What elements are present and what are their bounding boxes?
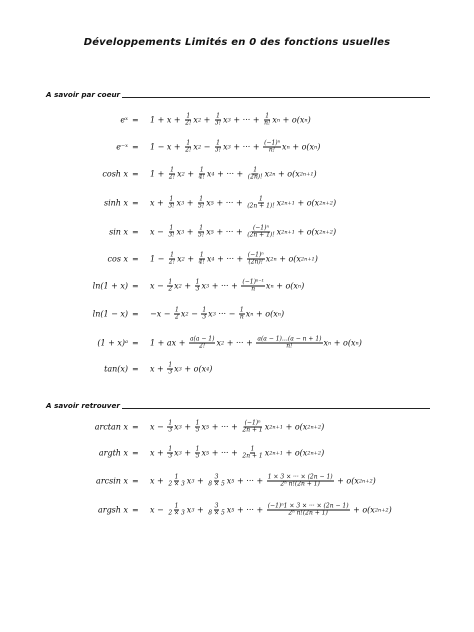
math-term: +	[184, 227, 197, 237]
math-term: + o(x	[289, 142, 315, 152]
formula-rhs: 1 − $\frac{1}{2!}$ x 2 + $\frac{1}{4!}$ x 4 + ··· + $\frac{\text{(−1)ⁿ}}{(2n)!}$ x 2n + o(x 2n+1 )	[150, 251, 318, 266]
fraction-denominator: n	[251, 285, 256, 293]
math-term: x	[264, 448, 270, 458]
math-term: x	[223, 142, 228, 152]
fraction-numerator: (−1)ⁿ1 × 3 × ··· × (2n − 1)	[267, 502, 349, 510]
fraction-denominator: 8 × 5	[208, 480, 225, 488]
fraction-numerator: 1	[169, 195, 174, 203]
math-term: x −	[150, 227, 167, 237]
math-term: )	[332, 198, 337, 208]
fraction-denominator: 3	[168, 452, 173, 460]
formula-lhs: (1 + x)ᵃ	[97, 338, 128, 348]
formula-row-exp	[0, 110, 474, 130]
math-term: )	[307, 115, 311, 125]
fraction-numerator: 1	[199, 195, 204, 203]
fraction	[195, 280, 201, 293]
section-label: A savoir par coeur	[46, 90, 121, 99]
math-term: + ··· +	[224, 338, 256, 348]
fraction-denominator: 2!	[199, 342, 206, 350]
math-term: +	[201, 115, 213, 125]
fraction-numerator: 1	[168, 419, 173, 427]
fraction-denominator: (2n)!	[247, 173, 263, 181]
fraction	[197, 226, 205, 239]
math-term: + ··· +	[213, 227, 246, 237]
fraction	[214, 141, 222, 154]
fraction-denominator: 3!	[168, 231, 175, 239]
fraction-denominator: 2!	[168, 173, 176, 181]
math-term: )	[332, 227, 337, 237]
math-term: x	[276, 227, 282, 237]
fraction-numerator: 1	[168, 445, 173, 453]
fraction	[167, 363, 173, 376]
math-term: +	[184, 254, 197, 264]
formula-rhs: x − $\frac{1}{2}$ x 2 + $\frac{1}{3}$ x 3 + ··· + $\frac{\text{(−1)ⁿ⁻¹}}{n}$ x n + o(x n )	[150, 278, 305, 293]
equals-sign: =	[132, 309, 139, 319]
math-term: +	[194, 476, 207, 486]
formula-rhs: x − $\frac{1}{2 \times 3}$ x 3 + $\frac{3}{8 \times 5}$ x 5 + ··· + $\frac{\text{(−1)ⁿ1 × 3 × ··· × (2n − 1)}}{\text{2ⁿ n!(2n + 1)}}$ + o(x 2n+2 )	[150, 502, 392, 517]
math-term: x	[177, 169, 182, 179]
math-term: )	[321, 448, 325, 458]
math-term: + ··· +	[214, 254, 246, 264]
fraction-numerator: 1	[250, 445, 255, 453]
fraction-numerator: 1	[202, 306, 207, 314]
fraction	[189, 337, 216, 350]
fraction	[207, 475, 225, 488]
fraction	[263, 114, 271, 127]
formula-row-cos	[0, 249, 474, 269]
section-header-retrouver	[46, 401, 430, 415]
formula-lhs: argth x	[98, 448, 128, 458]
fraction-numerator: 1	[174, 502, 179, 510]
fraction-numerator: 1	[216, 112, 220, 120]
math-term: 1 + ax +	[150, 338, 188, 348]
fraction-numerator: 1 × 3 × ··· × (2n − 1)	[267, 473, 333, 481]
fraction	[267, 475, 334, 488]
math-term: + o(x	[276, 254, 301, 264]
equals-sign: =	[132, 448, 139, 458]
math-term: 1 −	[150, 254, 167, 264]
math-term: x	[206, 169, 212, 179]
fraction-denominator: 2!	[185, 146, 192, 154]
math-term: +	[194, 505, 207, 515]
math-term: −	[201, 142, 213, 152]
fraction-denominator: 2!	[168, 258, 176, 266]
math-term: x	[245, 309, 251, 319]
math-term: )	[313, 169, 317, 179]
math-term: x	[206, 254, 212, 264]
math-term: x	[216, 338, 221, 348]
fraction-denominator: (2n + 1)!	[247, 231, 275, 239]
fraction-denominator: 2ⁿ n!(2n + 1)	[280, 480, 320, 488]
fraction-numerator: 3	[214, 473, 219, 481]
math-term: + o(x	[350, 505, 375, 515]
fraction	[247, 253, 265, 266]
equals-sign: =	[132, 227, 139, 237]
fraction	[246, 226, 275, 239]
formula-lhs: cos x	[107, 254, 128, 264]
formula-rhs: 1 + ax + $\frac{a(a - 1)}{2!}$ x 2 + ··· + $\frac{a(a - 1)\dots(a - n + 1)}{n!}$ x n + o(x n )	[150, 335, 362, 350]
formula-row-argsh	[0, 500, 474, 520]
fraction	[167, 421, 173, 434]
math-term: x +	[150, 476, 167, 486]
math-term: −x −	[150, 309, 174, 319]
math-term: )	[280, 309, 285, 319]
fraction-numerator: 1	[174, 473, 179, 481]
fraction-denominator: 3!	[214, 146, 222, 154]
fraction-numerator: 1	[199, 224, 204, 232]
equals-sign: =	[132, 476, 139, 486]
math-term: )	[314, 254, 318, 264]
math-term: 1 − x +	[150, 142, 184, 152]
formula-row-argth	[0, 443, 474, 463]
formula-rhs: x + $\frac{1}{3!}$ x 3 + $\frac{1}{5!}$ x 5 + ··· + $\frac{1}{(2n + 1)!}$ x 2n+1 + o(x 2n+2 )	[150, 195, 337, 210]
math-term: x	[226, 505, 232, 515]
formula-lhs: tan(x)	[104, 364, 128, 374]
math-term: x +	[150, 364, 167, 374]
fraction	[246, 197, 275, 210]
formula-row-ln-1-minus-x	[0, 304, 474, 324]
math-term: x	[174, 364, 179, 374]
fraction-numerator: 1	[168, 278, 173, 286]
math-term: x	[193, 115, 198, 125]
math-term: + ··· +	[234, 505, 266, 515]
formula-lhs: ln(1 + x)	[92, 281, 128, 291]
section-header-par-coeur	[46, 90, 430, 104]
math-term: 1 +	[150, 169, 167, 179]
fraction-numerator: (−1)ⁿ⁻¹	[242, 278, 264, 286]
formula-lhs: ln(1 − x)	[92, 309, 128, 319]
math-term: x	[174, 448, 179, 458]
fraction	[167, 280, 173, 293]
fraction-numerator: (−1)ⁿ	[244, 419, 261, 427]
formula-rhs: 1 + $\frac{1}{2!}$ x 2 + $\frac{1}{4!}$ x 4 + ··· + $\frac{1}{(2n)!}$ x 2n + o(x 2n+1 )	[150, 166, 317, 181]
fraction-denominator: 2ⁿ n!(2n + 1)	[288, 509, 328, 517]
formula-row-sin	[0, 222, 474, 242]
equals-sign: =	[132, 338, 139, 348]
math-term: + ··· +	[230, 115, 263, 125]
formula-lhs: arctan x	[94, 422, 128, 432]
equals-sign: =	[132, 422, 139, 432]
math-term: +	[181, 281, 194, 291]
fraction-denominator: 5	[195, 426, 200, 434]
fraction-numerator: 1	[195, 445, 200, 453]
fraction	[247, 168, 264, 181]
math-term: + ··· +	[209, 448, 241, 458]
math-term: + o(x	[280, 115, 305, 125]
fraction-denominator: 3	[168, 426, 173, 434]
fraction	[198, 168, 206, 181]
math-term: x	[323, 338, 329, 348]
fraction	[167, 504, 185, 517]
fraction	[184, 114, 192, 127]
math-term: + o(x	[294, 227, 320, 237]
formula-rhs: x + $\frac{1}{3}$ x 3 + o(x 4 )	[150, 361, 213, 376]
section-label: A savoir retrouver	[46, 401, 120, 410]
fraction-denominator: 5!	[198, 202, 205, 210]
math-term: )	[301, 281, 305, 291]
fraction-denominator: 2	[168, 285, 173, 293]
formula-rhs: x + $\frac{1}{3}$ x 3 + $\frac{1}{5}$ x 5 + ··· + $\frac{1}{2n + 1}$ x 2n+1 + o(x 2n+2 )	[150, 445, 325, 460]
fraction	[214, 114, 222, 127]
math-term: x	[174, 422, 179, 432]
fraction-numerator: 1	[239, 306, 244, 314]
formula-lhs: e⁻ˣ	[116, 142, 128, 152]
fraction-numerator: 1	[175, 306, 179, 314]
fraction-denominator: n!	[264, 119, 271, 127]
math-term: x	[265, 254, 271, 264]
fraction	[241, 421, 263, 434]
math-term: x	[208, 309, 213, 319]
math-term: x	[176, 198, 182, 208]
math-term: x	[186, 505, 192, 515]
math-term: x −	[150, 422, 167, 432]
fraction-denominator: 4!	[198, 258, 205, 266]
fraction-numerator: a(a − 1)	[189, 335, 215, 343]
formula-row-tan	[0, 359, 474, 379]
math-term: +	[181, 448, 194, 458]
equals-sign: =	[132, 281, 139, 291]
formula-rhs: x + $\frac{1}{2 \times 3}$ x 3 + $\frac{3}{8 \times 5}$ x 5 + ··· + $\frac{1 \times 3 \times \cdot\cdot\cdot \times (2n - 1)}{\text{2ⁿ n!(2n + 1)}}$ + o(x 2n+2 )	[150, 473, 376, 488]
formula-row-sinh	[0, 193, 474, 213]
math-term: x	[174, 281, 179, 291]
math-term: + ··· +	[209, 422, 241, 432]
math-term: + o(x	[283, 448, 308, 458]
formula-lhs: arcsin x	[96, 476, 128, 486]
math-term: + o(x	[275, 169, 300, 179]
math-term: )	[358, 338, 362, 348]
fraction-numerator: 1	[186, 139, 191, 147]
fraction-denominator: 2	[175, 313, 179, 321]
fraction	[168, 253, 176, 266]
fraction	[184, 141, 192, 154]
math-term: )	[317, 142, 321, 152]
fraction-denominator: 2n + 1	[242, 426, 263, 434]
formula-rhs: x − $\frac{1}{3!}$ x 3 + $\frac{1}{5!}$ x 5 + ··· + $\frac{\text{(−1)ⁿ}}{(2n + 1)!}$ x 2n+1 + o(x 2n+2 )	[150, 224, 337, 239]
formula-lhs: sin x	[109, 227, 128, 237]
formula-row-ln-1-plus-x	[0, 276, 474, 296]
math-term: )	[321, 422, 325, 432]
math-term: )	[372, 476, 376, 486]
fraction-numerator: (−1)ⁿ	[247, 251, 264, 259]
math-term: x −	[150, 281, 167, 291]
math-term: x	[201, 281, 206, 291]
fraction-denominator: n	[239, 313, 244, 321]
fraction-numerator: (−1)ⁿ	[264, 139, 281, 147]
fraction-denominator: (2n)!	[248, 258, 264, 266]
fraction-numerator: 1	[169, 224, 174, 232]
fraction	[167, 197, 175, 210]
math-term: + o(x	[334, 476, 359, 486]
math-term: x +	[150, 198, 167, 208]
math-term: x	[201, 422, 206, 432]
equals-sign: =	[132, 364, 139, 374]
math-term: + ··· +	[209, 281, 241, 291]
formula-rhs: 1 + x + $\frac{1}{2!}$ x 2 + $\frac{1}{3!}$ x 3 + ··· + $\frac{1}{n!}$ x n + o(x n )	[150, 112, 311, 127]
fraction-denominator: 3!	[214, 119, 222, 127]
math-term: + ··· +	[213, 198, 246, 208]
math-term: ··· −	[215, 309, 238, 319]
math-term: + o(x	[294, 198, 320, 208]
fraction-denominator: (2n + 1)!	[247, 202, 275, 210]
fraction-numerator: 1	[216, 139, 220, 147]
equals-sign: =	[132, 115, 139, 125]
fraction	[168, 168, 176, 181]
formula-rhs: x − $\frac{1}{3}$ x 3 + $\frac{1}{5}$ x 5 + ··· + $\frac{\text{(−1)ⁿ}}{2n + 1}$ x 2n+1 + o(x 2n+2 )	[150, 419, 325, 434]
fraction-numerator: 1	[199, 166, 204, 174]
fraction-numerator: 1	[265, 112, 270, 120]
math-term: +	[184, 198, 197, 208]
math-term: + ··· +	[230, 142, 263, 152]
math-term: x	[201, 448, 206, 458]
equals-sign: =	[132, 254, 139, 264]
fraction	[174, 308, 180, 321]
fraction	[198, 253, 206, 266]
math-term: + o(x	[331, 338, 356, 348]
formula-row-exp-neg	[0, 137, 474, 157]
math-term: x	[282, 142, 287, 152]
fraction	[201, 308, 207, 321]
formula-rhs: −x − $\frac{1}{2}$ x 2 − $\frac{1}{3}$ x 3 ··· − $\frac{1}{n}$ x n + o(x n )	[150, 306, 285, 321]
fraction-numerator: 1	[170, 166, 174, 174]
fraction-denominator: 3	[202, 313, 207, 321]
fraction	[256, 337, 322, 350]
math-term: )	[209, 364, 213, 374]
fraction-denominator: 4!	[198, 173, 205, 181]
formula-row-cosh	[0, 164, 474, 184]
fraction-denominator: 3	[195, 285, 200, 293]
fraction-numerator: 1	[199, 251, 204, 259]
math-term: x	[193, 142, 198, 152]
fraction-denominator: 2!	[185, 119, 192, 127]
math-term: x	[272, 115, 277, 125]
fraction-numerator: 1	[170, 251, 174, 259]
fraction-denominator: 5!	[198, 231, 205, 239]
math-term: −	[188, 309, 201, 319]
fraction-denominator: 3	[168, 368, 173, 376]
formula-lhs: cosh x	[102, 169, 128, 179]
fraction	[263, 141, 281, 154]
equals-sign: =	[132, 142, 139, 152]
math-term: + o(x	[283, 422, 308, 432]
math-term: x	[276, 198, 282, 208]
fraction-denominator: n!	[286, 342, 293, 350]
fraction	[167, 226, 175, 239]
fraction-denominator: 2 × 3	[168, 509, 185, 517]
formula-lhs: argsh x	[97, 505, 128, 515]
formula-row-binomial	[0, 333, 474, 353]
math-term: x	[264, 422, 270, 432]
fraction	[167, 475, 185, 488]
math-term: x	[177, 254, 182, 264]
math-term: + ··· +	[214, 169, 246, 179]
fraction-numerator: (−1)ⁿ	[252, 224, 269, 232]
fraction	[267, 504, 350, 517]
fraction	[197, 197, 205, 210]
fraction-numerator: 1	[195, 419, 200, 427]
math-term: x	[265, 281, 271, 291]
math-term: +	[184, 169, 197, 179]
fraction	[195, 447, 201, 460]
math-term: 1 + x +	[150, 115, 184, 125]
formula-row-arctan	[0, 417, 474, 437]
fraction-denominator: 8 × 5	[208, 509, 225, 517]
equals-sign: =	[132, 169, 139, 179]
fraction-denominator: n!	[268, 146, 276, 154]
fraction-numerator: 1	[168, 361, 173, 369]
fraction-denominator: 3!	[168, 202, 175, 210]
equals-sign: =	[132, 198, 139, 208]
math-term: +	[181, 422, 194, 432]
math-term: x	[180, 309, 186, 319]
fraction-numerator: 1	[259, 195, 263, 203]
document-title: Développements Limités en 0 des fonctions usuelles	[83, 37, 391, 48]
formula-rhs: 1 − x + $\frac{1}{2!}$ x 2 − $\frac{1}{3!}$ x 3 + ··· + $\frac{\text{(−1)ⁿ}}{n!}$ x n + o(x n )	[150, 139, 321, 154]
fraction-numerator: 1	[253, 166, 258, 174]
formula-row-arcsin	[0, 471, 474, 491]
math-term: x +	[150, 448, 167, 458]
fraction-numerator: 1	[195, 278, 200, 286]
math-term: x −	[150, 505, 167, 515]
math-term: x	[206, 198, 211, 208]
math-term: x	[226, 476, 232, 486]
fraction-numerator: 3	[214, 502, 219, 510]
math-term: + ··· +	[234, 476, 266, 486]
math-term: + o(x	[253, 309, 278, 319]
fraction	[195, 421, 201, 434]
formula-lhs: sinh x	[103, 198, 128, 208]
fraction-denominator: 5	[195, 452, 200, 460]
math-term: )	[388, 505, 392, 515]
math-term: x	[176, 227, 182, 237]
fraction-denominator: 2 × 3	[168, 480, 185, 488]
math-term: x	[264, 169, 270, 179]
fraction-denominator: 2n + 1	[242, 452, 263, 460]
math-term: + o(x	[181, 364, 207, 374]
fraction	[241, 447, 263, 460]
math-term: x	[186, 476, 192, 486]
formula-lhs: eˣ	[120, 115, 128, 125]
fraction	[167, 447, 173, 460]
math-term: x	[223, 115, 228, 125]
math-term: + o(x	[273, 281, 298, 291]
fraction-numerator: a(a − 1)…(a − n + 1)	[257, 335, 322, 343]
fraction	[239, 308, 245, 321]
math-term: x	[206, 227, 211, 237]
fraction	[207, 504, 225, 517]
fraction	[241, 280, 265, 293]
equals-sign: =	[132, 505, 139, 515]
fraction-numerator: 1	[186, 112, 191, 120]
